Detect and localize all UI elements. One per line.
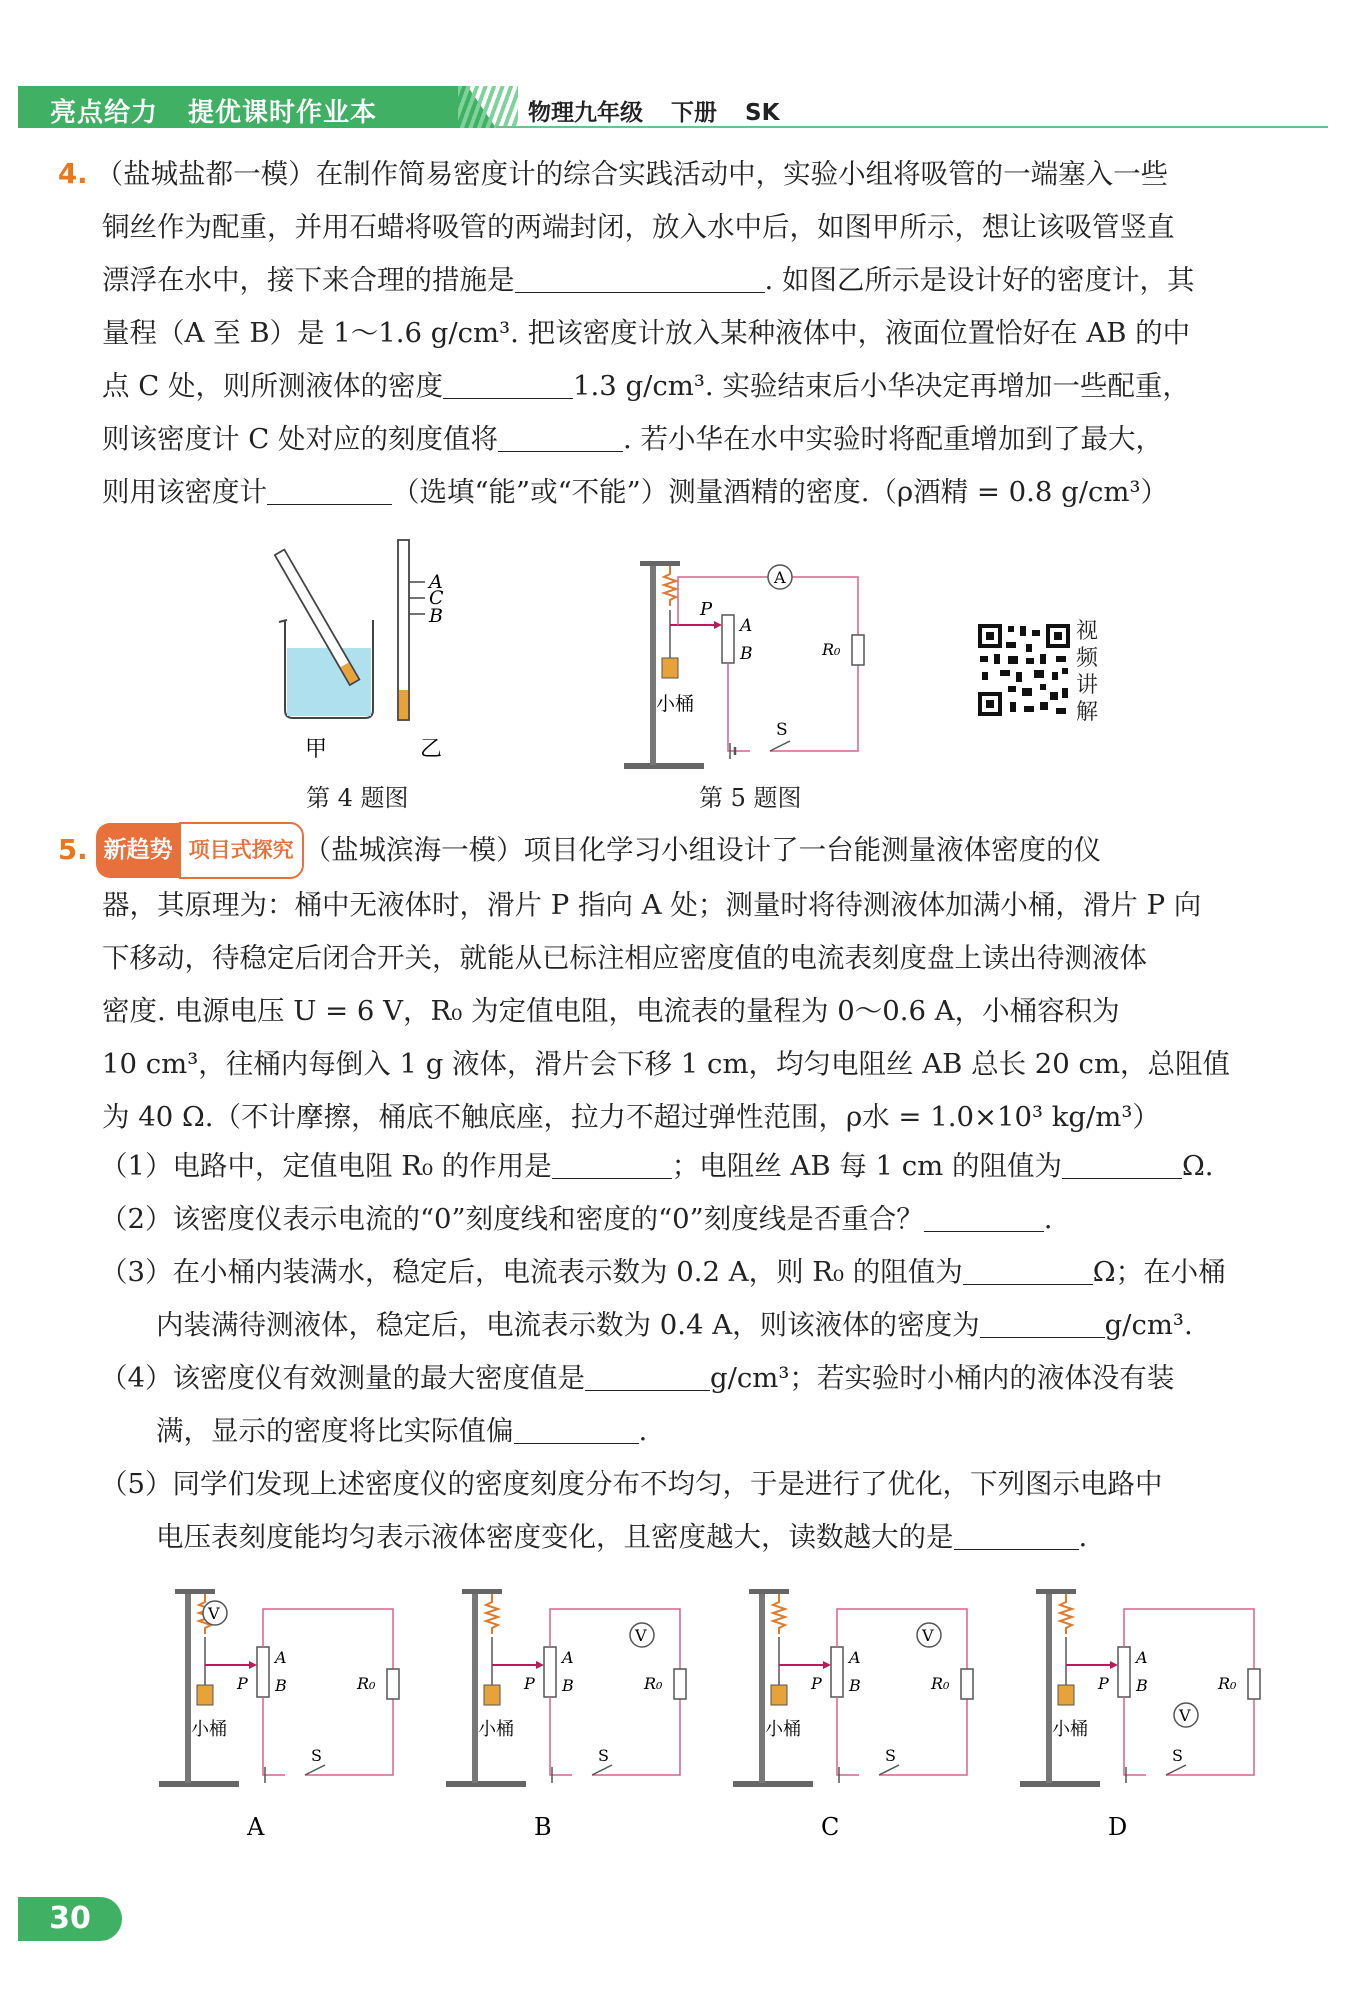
label-jia: 甲 — [305, 737, 328, 762]
figure-4-caption: 第 4 题图 — [306, 784, 409, 812]
stand-arm — [1036, 1589, 1076, 1594]
label-b: B — [1136, 1676, 1148, 1695]
slider-arrow — [714, 621, 722, 629]
sub-3-text-d: g/cm³. — [1104, 1309, 1193, 1341]
sub-4-text-c: 满，显示的密度将比实际值偏 — [156, 1415, 514, 1447]
sub-2-text-b: . — [1043, 1203, 1053, 1235]
label-b: B — [562, 1676, 574, 1695]
sub-1-text-c: Ω. — [1181, 1150, 1214, 1182]
bucket — [771, 1685, 787, 1705]
subject-label: 物理九年级 — [528, 100, 643, 126]
stand-pole — [185, 1593, 191, 1783]
stand-base — [1020, 1781, 1100, 1787]
stand-arm — [175, 1589, 215, 1594]
q4-line-2: 铜丝作为配重，并用石蜡将吸管的两端封闭，放入水中后，如图甲所示，想让该吸管竖直 — [102, 211, 1175, 243]
q4-text-6a: 则该密度计 C 处对应的刻度值将 — [102, 423, 499, 455]
resistor-r0 — [961, 1669, 973, 1699]
figure-5 — [620, 555, 880, 775]
stand-arm — [640, 561, 680, 566]
resistor-r0 — [674, 1669, 686, 1699]
label-b: B — [275, 1676, 287, 1695]
sub-3-text-b: Ω；在小桶 — [1092, 1256, 1226, 1288]
q5-line-2: 器，其原理为：桶中无液体时，滑片 P 指向 A 处；测量时将待测液体加满小桶，滑片 P 向 — [102, 889, 1202, 921]
sub-2-blank[interactable] — [924, 1201, 1044, 1232]
edition-label: SK — [745, 100, 780, 126]
bucket — [197, 1685, 213, 1705]
q5-line-6: 为 40 Ω.（不计摩擦，桶底不触底座，拉力不超过弹性范围，ρ水 = 1.0×10³ kg/m³） — [102, 1101, 1160, 1133]
sub-3 — [100, 1246, 1310, 1299]
q5-line-5: 10 cm³，往桶内每倒入 1 g 液体，滑片会下移 1 cm，均匀电阻丝 AB 总长 20 cm，总阻值 — [102, 1048, 1231, 1080]
q4-line-1 — [58, 148, 1308, 201]
sub-1-blank-2[interactable] — [1062, 1148, 1182, 1179]
option-d-label: D — [1108, 1813, 1128, 1841]
q4-blank-4[interactable] — [267, 474, 392, 505]
q4-number: 4. — [58, 158, 88, 190]
stand-base — [624, 763, 704, 769]
qr-code[interactable] — [976, 622, 1072, 718]
tag-project: 项目式探究 — [179, 822, 304, 879]
voltmeter-label: V — [922, 1626, 934, 1645]
label-a: A — [740, 616, 753, 636]
q4-line-7 — [58, 466, 1308, 519]
label-s: S — [311, 1746, 322, 1765]
label-p: P — [811, 1674, 822, 1693]
volume-label: 下册 — [671, 100, 717, 126]
sub-5-text-c: . — [1078, 1521, 1088, 1553]
voltmeter-label: V — [208, 1604, 220, 1623]
option-a-circuit — [155, 1585, 415, 1845]
label-r0: R₀ — [822, 640, 841, 659]
sub-4-text-b: g/cm³；若实验时小桶内的液体没有装 — [710, 1362, 1175, 1394]
stand-arm — [749, 1589, 789, 1594]
resistor-ab — [722, 615, 734, 663]
q4-line-4: 量程（A 至 B）是 1～1.6 g/cm³. 把该密度计放入某种液体中，液面位置恰好在 AB 的中 — [102, 317, 1191, 349]
header-stripes — [458, 86, 518, 128]
series-name: 提优课时作业本 — [188, 98, 378, 128]
sub-1-text-b: ；电阻丝 AB 每 1 cm 的阻值为 — [671, 1150, 1062, 1182]
spring — [1060, 1594, 1072, 1634]
voltmeter-label: V — [635, 1626, 647, 1645]
option-a-label: A — [247, 1813, 265, 1841]
label-b: B — [740, 644, 753, 664]
q4-blank-2[interactable] — [443, 368, 573, 399]
stand-base — [159, 1781, 239, 1787]
mark-a: A — [429, 571, 443, 593]
label-p: P — [1098, 1674, 1109, 1693]
stand-arm — [462, 1589, 502, 1594]
q4-text-3a: 漂浮在水中，接下来合理的措施是 — [102, 264, 515, 296]
sub-4-blank-1[interactable] — [585, 1360, 710, 1391]
figure-4 — [255, 530, 495, 770]
label-r0: R₀ — [1218, 1674, 1237, 1693]
bucket — [484, 1685, 500, 1705]
resistor-ab — [831, 1647, 843, 1697]
slider-arrow — [823, 1661, 831, 1669]
option-b-label: B — [534, 1813, 552, 1841]
sub-5-blank[interactable] — [954, 1519, 1079, 1550]
stand-base — [446, 1781, 526, 1787]
header-brand — [50, 92, 407, 129]
label-bucket: 小桶 — [191, 1719, 227, 1740]
label-bucket: 小桶 — [1052, 1719, 1088, 1740]
bucket — [662, 658, 678, 678]
label-bucket: 小桶 — [478, 1719, 514, 1740]
switch — [879, 1765, 899, 1775]
q5-number: 5. — [58, 834, 88, 866]
question-5 — [58, 822, 1308, 1144]
sub-4 — [100, 1352, 1310, 1405]
sub-2 — [100, 1193, 1310, 1246]
sub-3-cont — [100, 1299, 1310, 1352]
q5-line-4: 密度. 电源电压 U = 6 V，R₀ 为定值电阻，电流表的量程为 0～0.6 A，小桶容积为 — [102, 995, 1120, 1027]
brand-name: 亮点给力 — [50, 98, 159, 128]
mark-c: C — [429, 587, 444, 609]
q5-text-1: （盐城滨海一模）项目化学习小组设计了一台能测量液体密度的仪 — [303, 834, 1102, 866]
option-c-label: C — [821, 1813, 840, 1841]
sub-5-text-b: 电压表刻度能均匀表示液体密度变化，且密度越大，读数越大的是 — [156, 1521, 954, 1553]
switch — [770, 741, 790, 751]
sub-4-cont — [100, 1405, 1310, 1458]
resistor-ab — [257, 1647, 269, 1697]
slider-arrow — [536, 1661, 544, 1669]
sub-5-cont — [100, 1511, 1310, 1564]
label-s: S — [776, 720, 788, 740]
q4-text-7a: 则用该密度计 — [102, 476, 267, 508]
label-s: S — [598, 1746, 609, 1765]
water — [287, 648, 371, 716]
q4-text-5b: 1.3 g/cm³. 实验结束后小华决定再增加一些配重， — [573, 370, 1190, 402]
q4-text-7b: （选填“能”或“不能”）测量酒精的密度.（ρ酒精 = 0.8 g/cm³） — [392, 476, 1169, 508]
sub-5 — [100, 1458, 1310, 1511]
header-rule — [496, 126, 1328, 128]
course-info — [528, 94, 807, 127]
label-s: S — [885, 1746, 896, 1765]
label-a: A — [275, 1648, 287, 1667]
resistor-r0 — [1248, 1669, 1260, 1699]
slider-arrow — [249, 1661, 257, 1669]
switch — [592, 1765, 612, 1775]
sub-4-blank-2[interactable] — [514, 1413, 639, 1444]
stand-pole — [1046, 1593, 1052, 1783]
label-a: A — [1136, 1648, 1148, 1667]
q4-line-5 — [58, 360, 1308, 413]
sub-3-blank-2[interactable] — [980, 1307, 1105, 1338]
sub-3-text-c: 内装满待测液体，稳定后，电流表示数为 0.4 A，则该液体的密度为 — [156, 1309, 980, 1341]
sub-1-text-a: （1）电路中，定值电阻 R₀ 的作用是 — [100, 1150, 552, 1182]
spring — [773, 1594, 785, 1634]
stand-pole — [472, 1593, 478, 1783]
label-p: P — [237, 1674, 248, 1693]
label-r0: R₀ — [357, 1674, 376, 1693]
option-circuits — [155, 1585, 1285, 1855]
option-b-circuit — [442, 1585, 702, 1845]
label-a: A — [562, 1648, 574, 1667]
stand-pole — [650, 565, 656, 765]
page-header — [18, 86, 1328, 128]
resistor-r0 — [852, 635, 864, 665]
sub-4-text-a: （4）该密度仪有效测量的最大密度值是 — [100, 1362, 585, 1394]
switch — [1166, 1765, 1186, 1775]
label-r0: R₀ — [931, 1674, 950, 1693]
mark-b: B — [429, 605, 443, 627]
sub-4-text-d: . — [638, 1415, 648, 1447]
tag-new-trend: 新趋势 — [96, 823, 181, 878]
sub-2-text-a: （2）该密度仪表示电流的“0”刻度线和密度的“0”刻度线是否重合？ — [100, 1203, 924, 1235]
q4-blank-3[interactable] — [498, 421, 623, 452]
sub-1-blank-1[interactable] — [552, 1148, 672, 1179]
sub-3-blank-1[interactable] — [963, 1254, 1093, 1285]
q4-text-5a: 点 C 处，则所测液体的密度 — [102, 370, 444, 402]
q4-line-3 — [58, 254, 1308, 307]
resistor-ab — [1118, 1647, 1130, 1697]
question-4 — [58, 148, 1308, 519]
qr-label: 视频讲解 — [1076, 619, 1099, 725]
stand-base — [733, 1781, 813, 1787]
label-b: B — [849, 1676, 861, 1695]
q4-text-1: （盐城盐都一模）在制作简易密度计的综合实践活动中，实验小组将吸管的一端塞入一些 — [95, 158, 1169, 190]
stand-pole — [759, 1593, 765, 1783]
q5-line-1 — [58, 822, 1308, 879]
q4-line-6 — [58, 413, 1308, 466]
switch — [305, 1765, 325, 1775]
sub-1 — [100, 1140, 1310, 1193]
page-number: 30 — [18, 1897, 122, 1941]
resistor-ab — [544, 1647, 556, 1697]
sub-3-text-a: （3）在小桶内装满水，稳定后，电流表示数为 0.2 A，则 R₀ 的阻值为 — [100, 1256, 963, 1288]
label-yi: 乙 — [420, 737, 443, 762]
q4-text-6b: . 若小华在水中实验时将配重增加到了最大， — [623, 423, 1164, 455]
sub-5-text-a: （5）同学们发现上述密度仪的密度刻度分布不均匀，于是进行了优化，下列图示电路中 — [100, 1468, 1163, 1500]
q5-tags — [96, 822, 304, 879]
label-a: A — [849, 1648, 861, 1667]
label-bucket: 小桶 — [765, 1719, 801, 1740]
q4-text-3b: . 如图乙所示是设计好的密度计，其 — [764, 264, 1195, 296]
slider-arrow — [1110, 1661, 1118, 1669]
spring — [486, 1594, 498, 1634]
copper-weight — [399, 690, 408, 719]
q5-line-3: 下移动，待稳定后闭合开关，就能从已标注相应密度值的电流表刻度盘上读出待测液体 — [102, 942, 1147, 974]
label-r0: R₀ — [644, 1674, 663, 1693]
option-d-circuit — [1016, 1585, 1276, 1845]
option-c-circuit — [729, 1585, 989, 1845]
q4-blank-1[interactable] — [515, 262, 765, 293]
q5-subquestions — [100, 1140, 1310, 1564]
ammeter-label: A — [774, 568, 786, 587]
spring — [664, 566, 676, 606]
bucket — [1058, 1685, 1074, 1705]
voltmeter-label: V — [1179, 1706, 1191, 1725]
label-p: P — [700, 599, 713, 620]
label-s: S — [1172, 1746, 1183, 1765]
label-bucket: 小桶 — [656, 693, 695, 715]
figure-5-caption: 第 5 题图 — [699, 784, 802, 812]
resistor-r0 — [387, 1669, 399, 1699]
label-p: P — [524, 1674, 535, 1693]
